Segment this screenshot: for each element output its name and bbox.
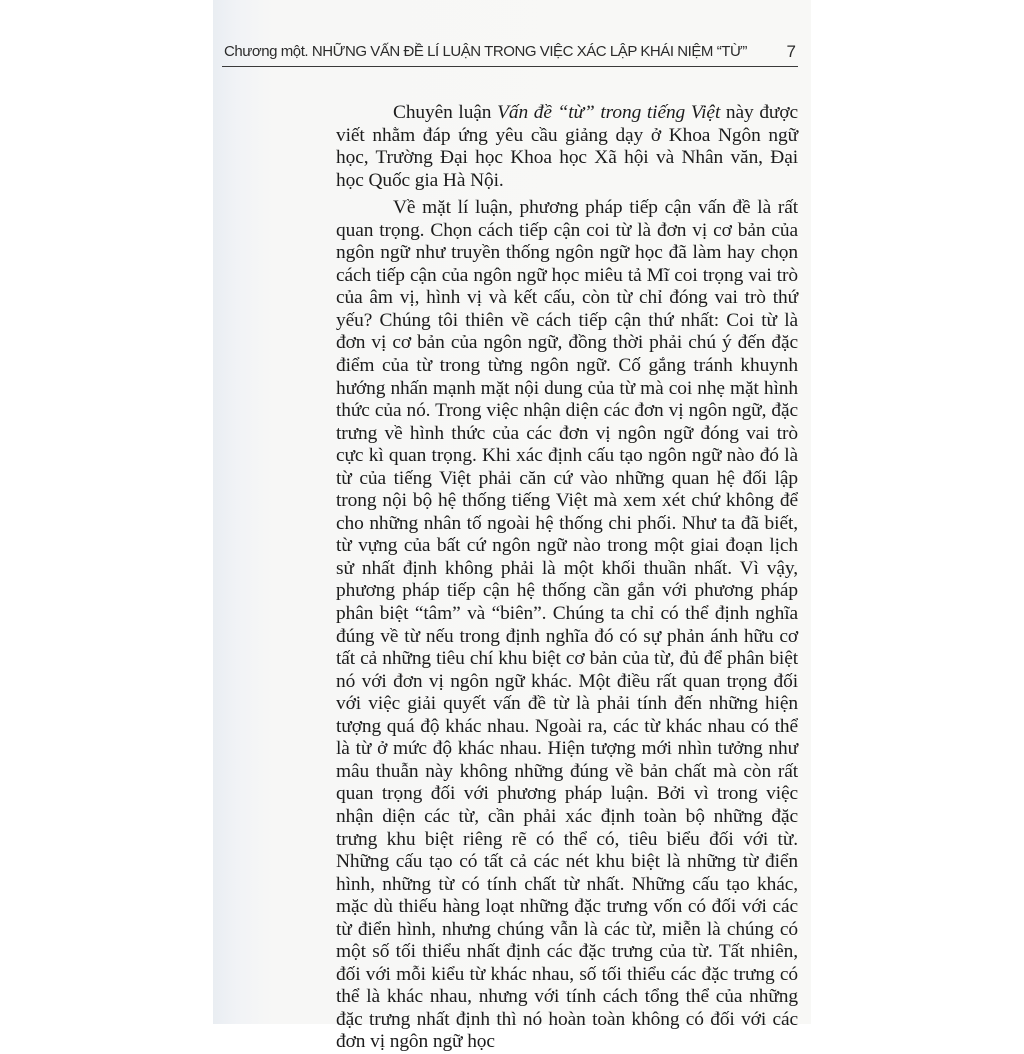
page-number: 7 xyxy=(786,42,796,61)
paragraph-1-rest: này được viết nhằm đáp ứng yêu cầu giảng dạy ở Khoa Ngôn ngữ học, Trường Đại học Khoa học Xã hội và Nhân văn, Đại học Quốc gia Hà Nội. xyxy=(336,102,798,191)
paragraph-2: Về mặt lí luận, phương pháp tiếp cận vấn đề là rất quan trọng. Chọn cách tiếp cận coi từ là đơn vị cơ bản của ngôn ngữ như truyền thống ngôn ngữ học đã làm hay chọn cách tiếp cận của ngôn ngữ học miêu tả Mĩ coi trọng vai trò của âm vị, hình vị và kết cấu, còn từ chỉ đóng vai trò thứ yếu? Chúng tôi thiên về cách tiếp cận thứ nhất: Coi từ là đơn vị cơ bản của ngôn ngữ, đồng thời phải chú ý đến đặc điểm của từ trong từng ngôn ngữ. Cố gắng tránh khuynh hướng nhấn mạnh mặt nội dung của từ mà coi nhẹ mặt hình thức của nó. Trong việc nhận diện các đơn vị ngôn ngữ, đặc trưng về hình thức của các đơn vị ngôn ngữ đóng vai trò cực kì quan trọng. Khi xác định cấu tạo ngôn ngữ nào đó là từ của tiếng Việt phải căn cứ vào những quan hệ đối lập trong nội bộ hệ thống tiếng Việt mà xem xét chứ không để cho những nhân tố ngoài hệ thống chi phối. Như ta đã biết, từ vựng của bất cứ ngôn ngữ nào trong một giai đoạn lịch sử nhất định không phải là một khối thuần nhất. Vì vậy, phương pháp tiếp cận hệ thống cần gắn với phương pháp phân biệt “tâm” và “biên”. Chúng ta chỉ có thể định nghĩa đúng về từ nếu trong định nghĩa đó có sự phản ánh hữu cơ tất cả những tiêu chí khu biệt cơ bản của từ, đủ để phân biệt nó với đơn vị ngôn ngữ khác. Một điều rất quan trọng đối với việc giải quyết vấn đề từ là phải tính đến những hiện tượng quá độ khác nhau. Ngoài ra, các từ khác nhau có thể là từ ở mức độ khác nhau. Hiện tượng mới nhìn tưởng như mâu thuẫn này không những đúng về bản chất mà còn rất quan trọng đối với phương pháp luận. Bởi vì trong việc nhận diện các từ, cần phải xác định toàn bộ những đặc trưng khu biệt riêng rẽ có thể có, tiêu biểu đối với từ. Những cấu tạo có tất cả các nét khu biệt là những từ điển hình, những từ có tính chất từ nhất. Những cấu tạo khác, mặc dù thiếu hàng loạt những đặc trưng vốn có đối với các từ điển hình, nhưng chúng vẫn là các từ, miễn là chúng có một số tối thiểu nhất định các đặc trưng của từ. Tất nhiên, đối với mỗi kiểu từ khác nhau, số tối thiểu các đặc trưng có thể là khác nhau, nhưng với tính cách tổng thể của những đặc trưng nhất định thì nó hoàn toàn không có đối với các đơn vị ngôn ngữ học xyxy=(336,197,798,1053)
paragraph-1-lead: Chuyên luận xyxy=(393,102,498,123)
running-header xyxy=(222,42,798,67)
chapter-title: Chương một. NHỮNG VẤN ĐỀ LÍ LUẬN TRONG VIỆC XÁC LẬP KHÁI NIỆM “TỪ” xyxy=(224,43,747,60)
book-page xyxy=(222,30,798,1053)
book-title: Vấn đề “từ” trong tiếng Việt xyxy=(497,102,721,123)
body-text xyxy=(336,102,798,1054)
paragraph-1 xyxy=(336,102,798,192)
